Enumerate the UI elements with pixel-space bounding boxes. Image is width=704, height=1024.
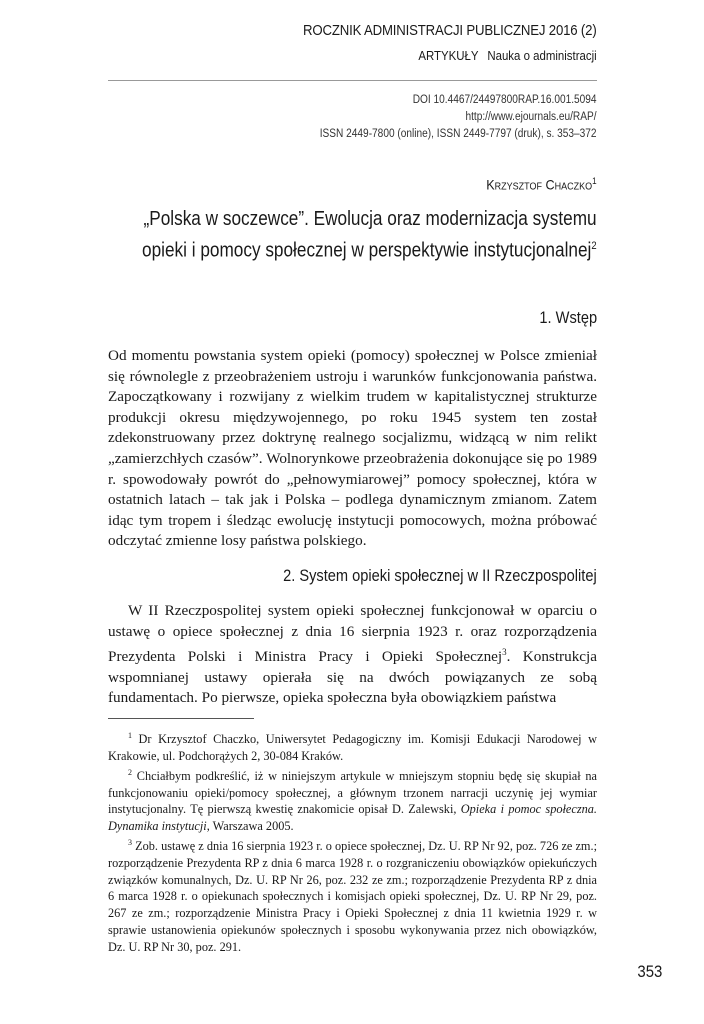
footnote-1	[108, 728, 597, 765]
section-heading-2: 2. System opieki społecznej w II Rzeczpospolitej	[283, 566, 597, 585]
journal-title: ROCZNIK ADMINISTRACJI PUBLICZNEJ 2016 (2)	[303, 22, 597, 39]
article-metadata	[320, 92, 597, 143]
footnote-1-number: 1	[128, 731, 132, 740]
doi: DOI 10.4467/24497800RAP.16.001.5094	[413, 94, 597, 106]
footnote-ref-2: 2	[591, 240, 597, 252]
journal-section	[410, 48, 597, 63]
subsection-label: Nauka o administracji	[487, 48, 597, 63]
article-title	[142, 206, 597, 265]
issn: ISSN 2449-7800 (online), ISSN 2449-7797 (druk), s. 353–372	[320, 128, 597, 140]
footnotes	[108, 728, 597, 956]
title-line-1: „Polska w soczewce”. Ewolucja oraz modernizacja systemu	[143, 208, 597, 230]
footnote-2-text-end: , Warszawa 2005.	[206, 819, 294, 834]
footnote-1-text: Dr Krzysztof Chaczko, Uniwersytet Pedagogiczny im. Komisji Edukacji Narodowej w Krakowie, ul. Podchorążych 2, 30-084 Kraków.	[108, 732, 597, 763]
section-2-text-b: . Konstrukcja wspomnianej ustawy opierała się na dwóch powiązanych ze sobą fundamentach. Po pierwsze, opieka społeczna była obowiązkiem państwa	[108, 648, 598, 707]
footnote-2-book-title: Opieka i pomoc społeczna. Dynamika instytucji	[108, 802, 598, 834]
journal-url: http://www.ejournals.eu/RAP/	[465, 111, 597, 123]
footnote-2-text: Chciałbym podkreślić, iż w niniejszym artykule w mniejszym stopniu będę się skupiał na funkcjonowaniu opieki/pomocy społecznej, a głównym trzonem narracji uczynię jej wymiar instytucjonalny. Tę pierwszą kwestię znakomicie opisał D. Zalewski,	[108, 768, 597, 817]
footnote-2	[108, 765, 597, 835]
title-line-2-text: opieki i pomocy społecznej w perspektywie instytucjonalnej	[142, 239, 592, 262]
section-2-text-a: W II Rzeczpospolitej system opieki społecznej funkcjonował w oparciu o ustawę o opiece społecznej z dnia 16 sierpnia 1923 r. oraz rozporządzenia Prezydenta Polski i Ministra Pracy i Opieki Społecznej	[108, 602, 597, 666]
footnote-2-number: 2	[128, 767, 132, 777]
author-name-text: Krzysztof Chaczko	[486, 176, 593, 193]
section-1-paragraph: Od momentu powstania system opieki (pomocy) społecznej w Polsce zmieniał się równolegle z przeobrażeniem ustroju i warunków funkcjonowania państwa. Zapoczątkowany i rozwijany z wielkim trudem w kapitalistycznej strukturze produkcji okresu międzywojennego, po roku 1945 system ten został zdekonstruowany przez doktrynę realnego socjalizmu, widzącą w nim relikt „zamierzchłych czasów”. Wolnorynkowe przeobrażenia dokonujące się po 1989 r. spowodowały powrót do „pełnowymiarowej” pomocy społecznej, która w ostatnich latach – tak jak i Polska – podlega dynamicznym zmianom. Zatem idąc tym tropem i śledząc ewolucję instytucji pomocowych, można próbować odczytać zmienne losy państwa polskiego.	[108, 347, 597, 550]
section-2-paragraph	[108, 601, 597, 709]
header-divider	[108, 80, 597, 81]
author-name	[487, 176, 597, 193]
footnote-3-number: 3	[128, 837, 132, 847]
footnote-ref-3: 3	[502, 647, 507, 658]
footnote-divider	[108, 718, 254, 719]
section-heading-1: 1. Wstęp	[539, 308, 597, 327]
footnote-3	[108, 835, 597, 956]
title-line-2	[142, 233, 597, 265]
footnote-3-text: Zob. ustawę z dnia 16 sierpnia 1923 r. o opiece społecznej, Dz. U. RP Nr 92, poz. 726 ze zm.; rozporządzenie Prezydenta RP z dnia 6 marca 1928 r. o rozgraniczeniu obowiązków opiekuńczych związków komunalnych, Dz. U. RP Nr 26, poz. 232 ze zm.; rozporządzenie Prezydenta RP z dnia 6 marca 1928 r. o opiekunach społecznych i komisjach opieki społecznej, Dz. U. RP Nr 29, poz. 267 ze zm.; rozporządzenie Ministra Pracy i Opieki Społecznej z dnia 11 kwietnia 1929 r. w sprawie ustanowienia opiekunów społecznych i sposobu wykonywania przez nich obowiązków, Dz. U. RP Nr 30, poz. 291.	[108, 839, 597, 954]
page-number: 353	[637, 962, 662, 981]
section-label: ARTYKUŁY	[418, 48, 479, 63]
footnote-ref-1: 1	[592, 176, 597, 186]
